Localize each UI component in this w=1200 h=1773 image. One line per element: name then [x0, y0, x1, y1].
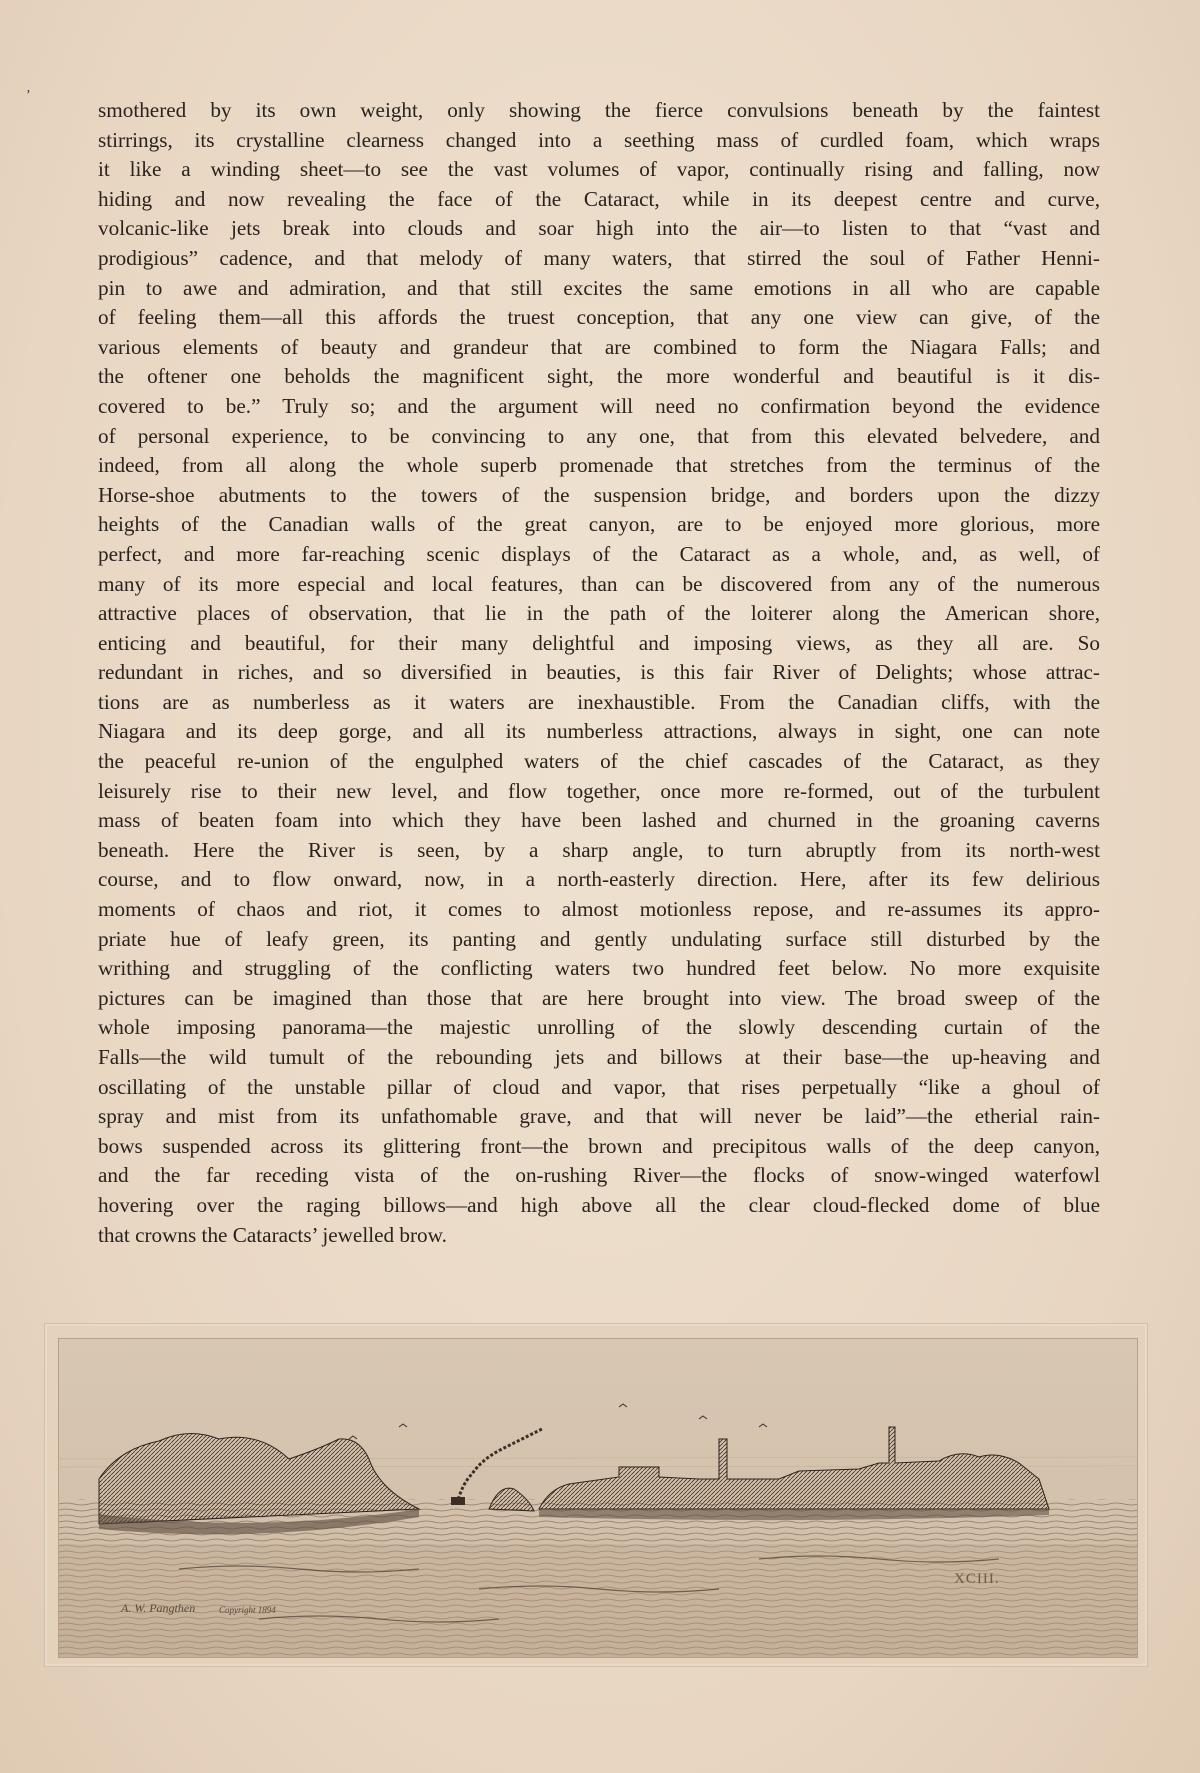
- text-line: hovering over the raging billows—and high above all the clear cloud-flecked dome of blue: [98, 1192, 1100, 1217]
- text-line: beneath. Here the River is seen, by a sharp angle, to turn abruptly from its north-west: [98, 837, 1100, 862]
- text-line: hiding and now revealing the face of the Cataract, while in its deepest centre and curve,: [98, 186, 1100, 211]
- text-line: redundant in riches, and so diversified in beauties, is this fair River of Delights; whose attrac-: [98, 660, 1100, 685]
- text-line: mass of beaten foam into which they have been lashed and churned in the groaning caverns: [98, 808, 1100, 833]
- text-line: enticing and beautiful, for their many delightful and imposing views, as they all are. So: [98, 630, 1100, 655]
- text-line: whole imposing panorama—the majestic unrolling of the slowly descending curtain of the: [98, 1015, 1100, 1040]
- text-line: smothered by its own weight, only showing the fierce convulsions beneath by the faintest: [98, 98, 1100, 122]
- text-line: volcanic-like jets break into clouds and soar high into the air—to listen to that “vast and: [98, 216, 1100, 241]
- artist-signature: A. W. Pangthen: [121, 1601, 196, 1615]
- left-island: [99, 1433, 419, 1524]
- text-line: stirrings, its crystalline clearness changed into a seething mass of curdled foam, which wraps: [98, 127, 1100, 152]
- margin-mark: ʼ: [26, 88, 31, 103]
- text-line: and the far receding vista of the on-rushing River—the flocks of snow-winged waterfowl: [98, 1163, 1100, 1188]
- text-line: bows suspended across its glittering front—the brown and precipitous walls of the deep canyon,: [98, 1133, 1100, 1158]
- text-line: tions are as numberless as it waters are inexhaustible. From the Canadian cliffs, with the: [98, 689, 1100, 714]
- text-line: indeed, from all along the whole superb promenade that stretches from the terminus of the: [98, 453, 1100, 478]
- right-shore-town: [539, 1427, 1049, 1509]
- text-line: Falls—the wild tumult of the rebounding jets and billows at their base—the up-heaving and: [98, 1045, 1100, 1069]
- text-line: course, and to flow onward, now, in a north-easterly direction. Here, after its few delirious: [98, 867, 1100, 892]
- text-line: writhing and struggling of the conflicting waters two hundred feet below. No more exquisite: [98, 956, 1100, 981]
- text-line: Niagara and its deep gorge, and all its numberless attractions, always in sight, one can note: [98, 719, 1100, 744]
- text-line: oscillating of the unstable pillar of cloud and vapor, that rises perpetually “like a ghoul of: [98, 1074, 1100, 1099]
- text-line: moments of chaos and riot, it comes to almost motionless repose, and re-assumes its appro-: [98, 897, 1100, 922]
- text-line: the oftener one beholds the magnificent sight, the more wonderful and beautiful is it dis-: [98, 364, 1100, 389]
- text-line: that crowns the Cataracts’ jewelled brow.: [98, 1222, 447, 1247]
- text-line: Horse-shoe abutments to the towers of the suspension bridge, and borders upon the dizzy: [98, 482, 1100, 507]
- copyright-mark: Copyright 1894: [219, 1605, 276, 1615]
- text-line: it like a winding sheet—to see the vast volumes of vapor, continually rising and falling, now: [98, 157, 1100, 182]
- steamboat: [451, 1497, 465, 1505]
- text-line: pictures can be imagined than those that are here brought into view. The broad sweep of the: [98, 985, 1100, 1010]
- body-text: [98, 96, 1100, 1250]
- text-line: prodigious” cadence, and that melody of many waters, that stirred the soul of Father Henni-: [98, 245, 1100, 270]
- text-line: various elements of beauty and grandeur that are combined to form the Niagara Falls; and: [98, 334, 1100, 359]
- text-line: perfect, and more far-reaching scenic displays of the Cataract as a whole, and, as well, of: [98, 541, 1100, 566]
- text-line: leisurely rise to their new level, and flow together, once more re-formed, out of the turbulent: [98, 778, 1100, 803]
- text-line: attractive places of observation, that lie in the path of the loiterer along the American shore,: [98, 601, 1100, 626]
- text-line: covered to be.” Truly so; and the argument will need no confirmation beyond the evidence: [98, 393, 1100, 418]
- birds: [349, 1404, 767, 1439]
- text-line: of personal experience, to be convincing to any one, that from this elevated belvedere, and: [98, 423, 1100, 448]
- text-line: the peaceful re-union of the engulphed waters of the chief cascades of the Cataract, as they: [98, 749, 1100, 774]
- text-line: many of its more especial and local features, than can be discovered from any of the numerous: [98, 571, 1100, 596]
- text-line: heights of the Canadian walls of the great canyon, are to be enjoyed more glorious, more: [98, 512, 1100, 537]
- etching-illustration: [58, 1338, 1138, 1658]
- text-line: priate hue of leafy green, its panting and gently undulating surface still disturbed by the: [98, 926, 1100, 951]
- text-line: spray and mist from its unfathomable grave, and that will never be laid”—the etherial rain-: [98, 1104, 1100, 1129]
- text-line: pin to awe and admiration, and that still excites the same emotions in all who are capable: [98, 275, 1100, 300]
- text-line: of feeling them—all this affords the truest conception, that any one view can give, of the: [98, 305, 1100, 330]
- plate-number: XCIII.: [954, 1571, 1000, 1587]
